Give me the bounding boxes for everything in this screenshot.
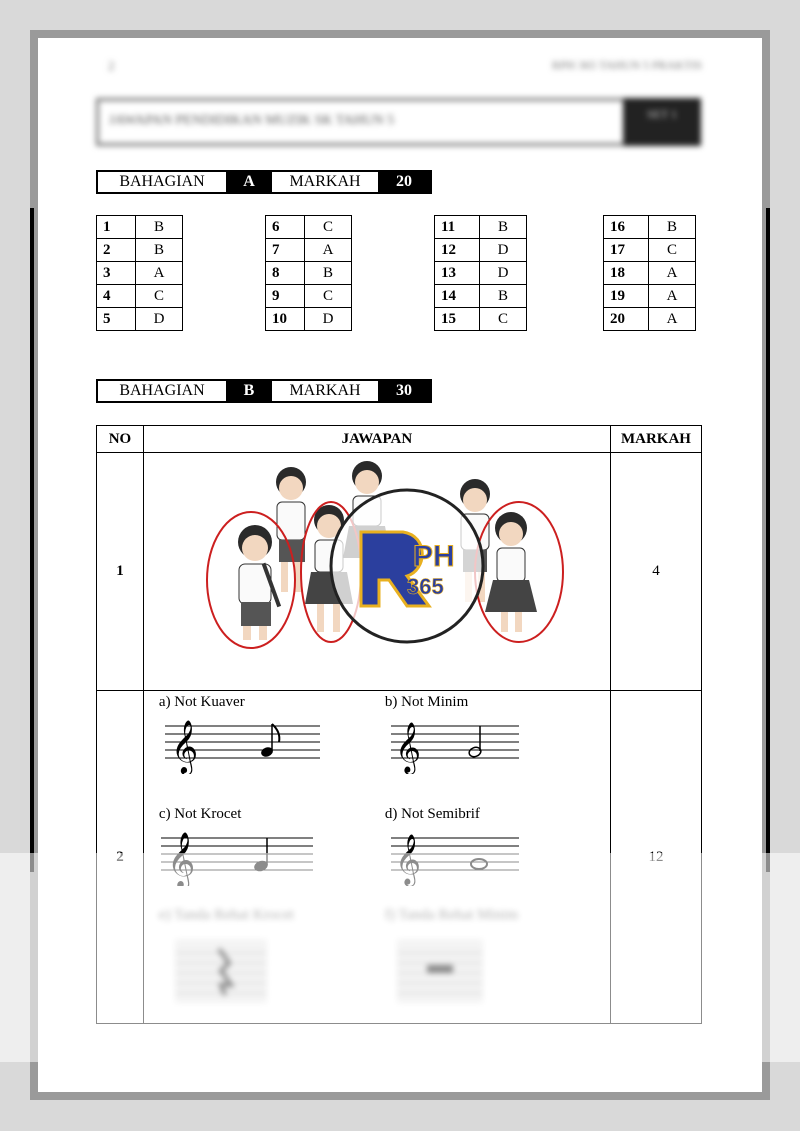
section-b-bar [96, 379, 432, 403]
answer-letter: A [136, 262, 183, 285]
section-a-bar [96, 170, 432, 194]
table-row [266, 308, 352, 331]
answer-letter: A [649, 308, 696, 331]
answer-letter: B [136, 239, 183, 262]
section-a-label: BAHAGIAN [119, 173, 205, 190]
question-number: 11 [435, 216, 480, 239]
mcq-table-4 [603, 215, 696, 331]
section-b-marks: 30 [378, 381, 430, 401]
left-rule [30, 208, 34, 872]
table-row [604, 216, 696, 239]
section-b-label: BAHAGIAN [119, 382, 205, 399]
question-number: 10 [266, 308, 305, 331]
section-a-marks: 20 [378, 172, 430, 192]
answer-letter: D [480, 239, 527, 262]
question-number: 20 [604, 308, 649, 331]
header-no: NO [97, 426, 144, 453]
answer-letter: C [136, 285, 183, 308]
minim-note-staff [391, 714, 531, 774]
section-a-mark-label: MARKAH [289, 173, 361, 190]
table-row [97, 453, 702, 691]
answer-letter: C [305, 285, 352, 308]
mcq-table-2 [265, 215, 352, 331]
answer-letter: A [649, 285, 696, 308]
answer-illustration-cell [143, 453, 610, 691]
section-b-mark-label: MARKAH [289, 382, 361, 399]
set-badge: SET 1 [623, 98, 701, 146]
note-label-a: a) Not Kuaver [158, 694, 245, 710]
question-number: 6 [266, 216, 305, 239]
row-number: 1 [97, 453, 144, 691]
question-number: 2 [97, 239, 136, 262]
note-label-b: b) Not Minim [384, 694, 469, 710]
question-number: 14 [435, 285, 480, 308]
question-number: 12 [435, 239, 480, 262]
logo-text: PH [412, 540, 455, 573]
table-row [435, 216, 527, 239]
answer-letter: C [649, 239, 696, 262]
question-number: 5 [97, 308, 136, 331]
table-header-row [97, 426, 702, 453]
children-playing-recorder-illustration [145, 454, 609, 684]
question-number: 7 [266, 239, 305, 262]
table-row [266, 285, 352, 308]
question-number: 18 [604, 262, 649, 285]
table-row [604, 285, 696, 308]
header-marks: MARKAH [610, 426, 701, 453]
answer-letter: A [649, 262, 696, 285]
table-row [97, 262, 183, 285]
answer-letter: C [480, 308, 527, 331]
table-row [604, 262, 696, 285]
answer-letter: B [480, 216, 527, 239]
page-number: 2 [108, 58, 115, 73]
table-row [435, 285, 527, 308]
child-figure [485, 512, 537, 632]
answer-letter: B [305, 262, 352, 285]
answer-letter: C [305, 216, 352, 239]
right-rule [766, 208, 770, 872]
question-number: 4 [97, 285, 136, 308]
treble-clef-icon: 𝄞 [170, 719, 199, 773]
header-answer: JAWAPAN [143, 426, 610, 453]
logo-subtext: 365 [406, 574, 444, 599]
question-number: 3 [97, 262, 136, 285]
mcq-table-3 [434, 215, 527, 331]
question-number: 17 [604, 239, 649, 262]
note-label-d: d) Not Semibrif [384, 806, 480, 822]
section-a-letter: A [226, 172, 272, 192]
table-row [97, 239, 183, 262]
table-row [97, 308, 183, 331]
question-number: 19 [604, 285, 649, 308]
answer-letter: B [136, 216, 183, 239]
bottom-fade-overlay [0, 853, 800, 1062]
table-row [266, 262, 352, 285]
mcq-table-1 [96, 215, 183, 331]
table-row [435, 308, 527, 331]
question-number: 15 [435, 308, 480, 331]
page-title: JAWAPAN PENDIDIKAN MUZIK SK TAHUN 5 [96, 98, 626, 146]
question-number: 13 [435, 262, 480, 285]
table-row [97, 216, 183, 239]
question-number: 8 [266, 262, 305, 285]
table-row [604, 239, 696, 262]
rph365-logo [331, 490, 483, 642]
answer-letter: A [305, 239, 352, 262]
child-figure [238, 525, 281, 640]
table-row [266, 216, 352, 239]
note-label-c: c) Not Krocet [158, 806, 242, 822]
question-number: 9 [266, 285, 305, 308]
table-row [97, 285, 183, 308]
answer-letter: B [649, 216, 696, 239]
table-row [266, 239, 352, 262]
treble-clef-icon: 𝄞 [394, 722, 421, 773]
section-b-letter: B [226, 381, 272, 401]
table-row [435, 262, 527, 285]
answer-letter: B [480, 285, 527, 308]
answer-letter: D [480, 262, 527, 285]
quaver-note-staff [165, 714, 325, 774]
answer-letter: D [136, 308, 183, 331]
answer-letter: D [305, 308, 352, 331]
question-number: 16 [604, 216, 649, 239]
header-right-text: RPH 365 TAHUN 5 PRAKTIS [551, 58, 702, 72]
table-row [435, 239, 527, 262]
table-row [604, 308, 696, 331]
question-number: 1 [97, 216, 136, 239]
row-marks: 4 [610, 453, 701, 691]
